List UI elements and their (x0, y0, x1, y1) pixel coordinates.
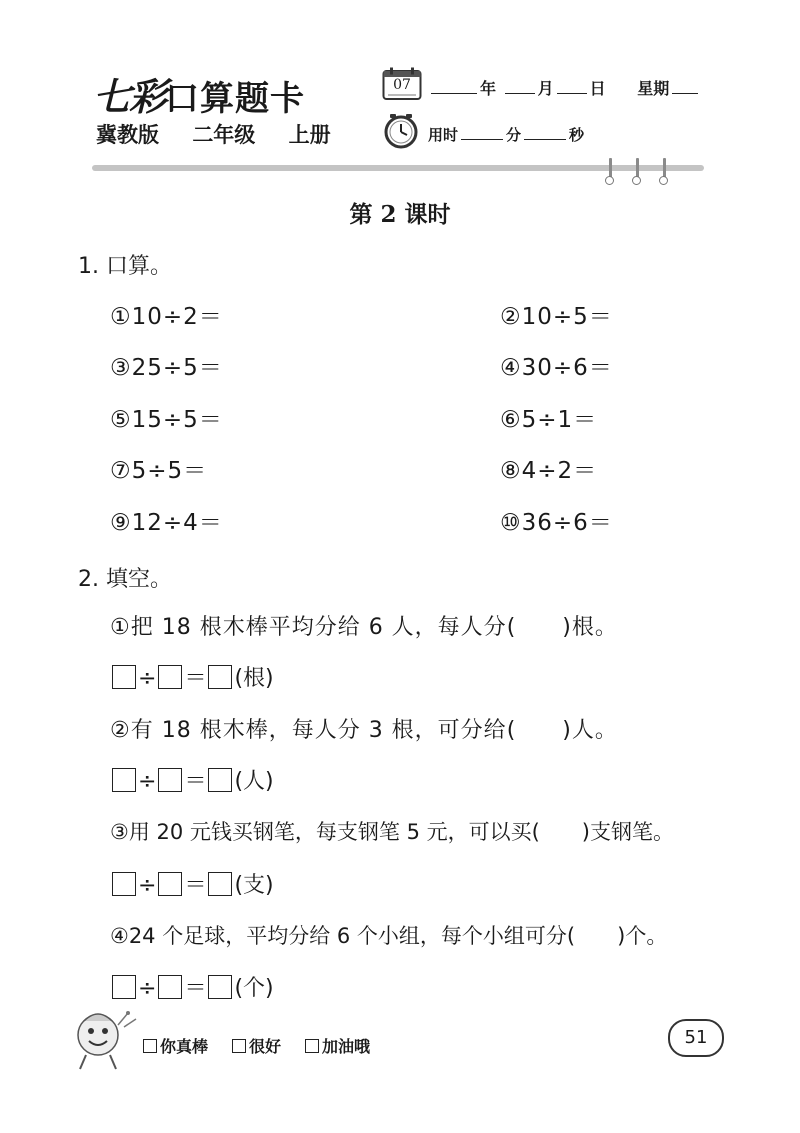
answer-equation: ÷ ＝ (支) (110, 868, 274, 899)
rating-label: 加油哦 (322, 1037, 371, 1056)
header-divider (92, 165, 704, 171)
answer-box[interactable] (112, 872, 136, 896)
rating-checkbox[interactable] (305, 1039, 319, 1053)
edition-line (96, 119, 349, 149)
word-problem: ②有 18 根木棒，每人分 3 根，可分给( )人。 (110, 718, 618, 743)
calc-item: ⑩36÷6＝ (500, 510, 613, 536)
rating-option-great[interactable] (143, 1034, 208, 1057)
binder-ring-end (659, 176, 668, 185)
edition-volume: 上册 (288, 123, 331, 147)
second-label: 秒 (569, 126, 585, 144)
section2-title: 2. 填空。 (78, 567, 172, 592)
brand-qicai: 七彩 (93, 74, 166, 119)
answer-box[interactable] (158, 768, 182, 792)
second-blank[interactable] (524, 125, 566, 140)
calc-item: ⑨12÷4＝ (110, 510, 223, 536)
rating-option-keep-going[interactable] (305, 1034, 370, 1057)
answer-box[interactable] (208, 665, 232, 689)
answer-box[interactable] (112, 665, 136, 689)
unit-label: (人) (234, 769, 274, 794)
rating-checkbox[interactable] (143, 1039, 157, 1053)
answer-box[interactable] (208, 768, 232, 792)
calc-item: ⑧4÷2＝ (500, 458, 598, 484)
edition-grade: 二年级 (192, 123, 256, 147)
calendar-day: 07 (393, 77, 411, 93)
day-blank[interactable] (557, 79, 587, 94)
answer-box[interactable] (158, 665, 182, 689)
time-line (428, 124, 584, 145)
answer-box[interactable] (112, 768, 136, 792)
clock-icon (383, 113, 419, 149)
rating-option-good[interactable] (232, 1034, 281, 1057)
answer-box[interactable] (208, 872, 232, 896)
calc-item: ⑦5÷5＝ (110, 458, 208, 484)
word-problem: ④24 个足球，平均分给 6 个小组，每个小组可分( )个。 (110, 924, 668, 948)
minute-label: 分 (506, 126, 522, 144)
day-label: 日 (589, 79, 606, 98)
month-blank[interactable] (505, 79, 535, 94)
month-label: 月 (537, 79, 554, 98)
calc-item: ④30÷6＝ (500, 355, 613, 381)
unit-label: (根) (234, 666, 274, 691)
binder-ring-end (632, 176, 641, 185)
rating-checkbox[interactable] (232, 1039, 246, 1053)
week-label: 星期 (637, 79, 670, 98)
brand-title: 口算题卡 (165, 79, 306, 119)
answer-box[interactable] (208, 975, 232, 999)
date-line (428, 76, 701, 99)
time-used-label: 用时 (428, 126, 459, 144)
mascot-icon (70, 1005, 140, 1073)
page-number: 51 (668, 1019, 724, 1057)
unit-label: (个) (234, 976, 274, 1001)
year-label: 年 (480, 79, 497, 98)
word-problem: ③用 20 元钱买钢笔，每支钢笔 5 元，可以买( )支钢笔。 (110, 820, 674, 844)
section1-title: 1. 口算。 (78, 254, 172, 279)
calc-item: ③25÷5＝ (110, 355, 223, 381)
answer-equation: ÷ ＝ (根) (110, 661, 274, 692)
binder-ring-end (605, 176, 614, 185)
edition-publisher: 冀教版 (96, 123, 159, 147)
calc-item: ⑥5÷1＝ (500, 407, 598, 433)
lesson-title: 第 2 课时 (349, 201, 451, 228)
answer-equation: ÷ ＝ (个) (110, 971, 274, 1002)
week-blank[interactable] (672, 79, 698, 94)
year-blank[interactable] (431, 79, 477, 94)
rating-label: 很好 (249, 1037, 282, 1056)
calc-item: ①10÷2＝ (110, 304, 223, 330)
answer-box[interactable] (112, 975, 136, 999)
rating-label: 你真棒 (160, 1037, 209, 1056)
minute-blank[interactable] (461, 125, 503, 140)
brand-logo (93, 66, 353, 119)
answer-box[interactable] (158, 975, 182, 999)
unit-label: (支) (234, 873, 274, 898)
calc-item: ②10÷5＝ (500, 304, 613, 330)
word-problem: ①把 18 根木棒平均分给 6 人，每人分( )根。 (110, 615, 618, 640)
answer-box[interactable] (158, 872, 182, 896)
answer-equation: ÷ ＝ (人) (110, 764, 274, 795)
calc-item: ⑤15÷5＝ (110, 407, 223, 433)
